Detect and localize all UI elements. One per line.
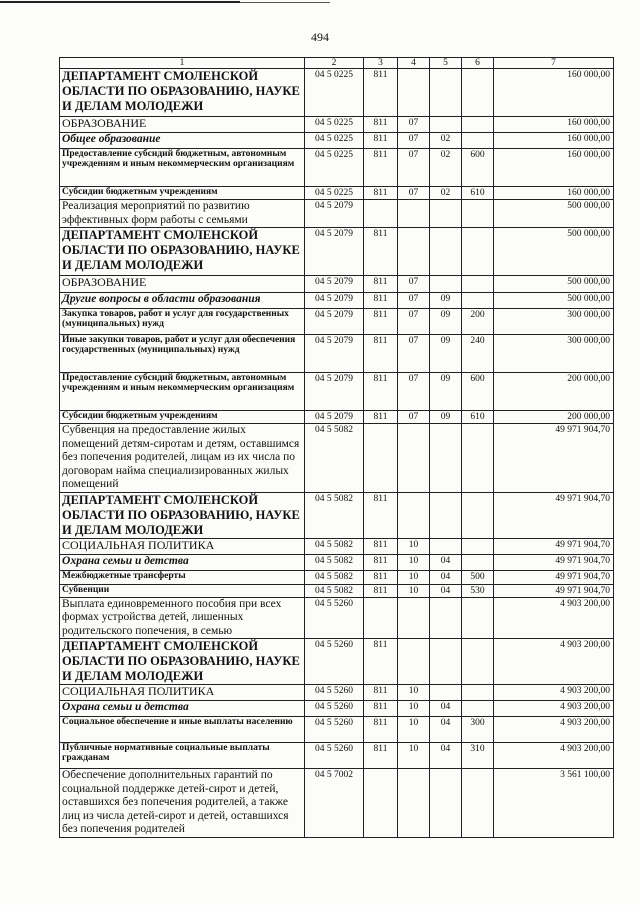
row-section-code: 10 <box>398 538 430 554</box>
expense-type-row <box>60 584 614 597</box>
row-code: 04 5 0225 <box>305 69 364 117</box>
row-amount: 3 561 100,00 <box>494 769 614 838</box>
section-row <box>60 685 614 701</box>
row-code: 04 5 2079 <box>305 293 364 309</box>
row-section-code <box>398 639 430 685</box>
row-expense-type-code <box>462 276 494 293</box>
row-code: 04 5 5082 <box>305 538 364 554</box>
row-expense-type-code: 310 <box>462 743 494 769</box>
row-admin-code: 811 <box>364 743 398 769</box>
row-name: Публичные нормативные социальные выплаты гражданам <box>60 743 305 769</box>
row-admin-code: 811 <box>364 538 398 554</box>
row-subsection-code: 09 <box>430 335 462 373</box>
row-code: 04 5 0225 <box>305 133 364 149</box>
column-header: 3 <box>364 58 398 69</box>
row-code: 04 5 2079 <box>305 200 364 228</box>
row-name: СОЦИАЛЬНАЯ ПОЛИТИКА <box>60 685 305 701</box>
row-subsection-code <box>430 228 462 276</box>
row-code: 04 5 5260 <box>305 639 364 685</box>
department-row <box>60 639 614 685</box>
row-subsection-code: 09 <box>430 309 462 335</box>
row-admin-code <box>364 200 398 228</box>
row-name: Общее образование <box>60 133 305 149</box>
row-subsection-code: 02 <box>430 149 462 187</box>
row-section-code: 07 <box>398 373 430 411</box>
row-expense-type-code <box>462 701 494 717</box>
row-subsection-code <box>430 597 462 639</box>
row-subsection-code: 04 <box>430 743 462 769</box>
row-admin-code: 811 <box>364 717 398 743</box>
row-code: 04 5 0225 <box>305 117 364 133</box>
row-name: Социальное обеспечение и иные выплаты населению <box>60 717 305 743</box>
column-header: 2 <box>305 58 364 69</box>
row-subsection-code: 04 <box>430 701 462 717</box>
row-name: ДЕПАРТАМЕНТ СМОЛЕНСКОЙ ОБЛАСТИ ПО ОБРАЗОВАНИЮ, НАУКЕ И ДЕЛАМ МОЛОДЕЖИ <box>60 492 305 538</box>
row-expense-type-code <box>462 769 494 838</box>
row-code: 04 5 2079 <box>305 373 364 411</box>
expense-type-row <box>60 187 614 200</box>
row-name: ДЕПАРТАМЕНТ СМОЛЕНСКОЙ ОБЛАСТИ ПО ОБРАЗОВАНИЮ, НАУКЕ И ДЕЛАМ МОЛОДЕЖИ <box>60 228 305 276</box>
row-expense-type-code <box>462 492 494 538</box>
row-name: Охрана семьи и детства <box>60 701 305 717</box>
column-header: 1 <box>60 58 305 69</box>
row-amount: 500 000,00 <box>494 276 614 293</box>
row-code: 04 5 5260 <box>305 701 364 717</box>
department-row <box>60 228 614 276</box>
row-section-code <box>398 424 430 493</box>
row-admin-code: 811 <box>364 293 398 309</box>
row-amount: 49 971 904,70 <box>494 584 614 597</box>
row-subsection-code: 04 <box>430 717 462 743</box>
row-section-code: 07 <box>398 276 430 293</box>
row-expense-type-code: 530 <box>462 584 494 597</box>
expense-type-row <box>60 717 614 743</box>
row-amount: 160 000,00 <box>494 149 614 187</box>
row-code: 04 5 0225 <box>305 149 364 187</box>
row-subsection-code: 04 <box>430 570 462 584</box>
row-code: 04 5 0225 <box>305 187 364 200</box>
row-code: 04 5 2079 <box>305 411 364 424</box>
row-subsection-code <box>430 769 462 838</box>
row-name: Иные закупки товаров, работ и услуг для обеспечения государственных (муниципальных) нужд <box>60 335 305 373</box>
row-section-code: 10 <box>398 554 430 570</box>
subsection-row <box>60 554 614 570</box>
row-section-code: 07 <box>398 133 430 149</box>
row-section-code <box>398 200 430 228</box>
program-row <box>60 200 614 228</box>
program-row <box>60 424 614 493</box>
row-code: 04 5 2079 <box>305 335 364 373</box>
row-amount: 4 903 200,00 <box>494 597 614 639</box>
row-admin-code: 811 <box>364 685 398 701</box>
row-admin-code: 811 <box>364 701 398 717</box>
row-expense-type-code <box>462 200 494 228</box>
expense-type-row <box>60 309 614 335</box>
section-row <box>60 117 614 133</box>
department-row <box>60 69 614 117</box>
row-section-code <box>398 228 430 276</box>
row-subsection-code: 09 <box>430 293 462 309</box>
row-subsection-code: 02 <box>430 187 462 200</box>
row-section-code: 07 <box>398 411 430 424</box>
row-admin-code: 811 <box>364 639 398 685</box>
row-subsection-code <box>430 276 462 293</box>
row-amount: 200 000,00 <box>494 373 614 411</box>
row-name: Закупка товаров, работ и услуг для государственных (муниципальных) нужд <box>60 309 305 335</box>
section-row <box>60 538 614 554</box>
row-admin-code: 811 <box>364 584 398 597</box>
expense-type-row <box>60 411 614 424</box>
row-subsection-code <box>430 200 462 228</box>
row-amount: 4 903 200,00 <box>494 701 614 717</box>
row-name: Охрана семьи и детства <box>60 554 305 570</box>
expense-type-row <box>60 335 614 373</box>
row-section-code: 10 <box>398 685 430 701</box>
row-admin-code: 811 <box>364 570 398 584</box>
row-subsection-code <box>430 69 462 117</box>
row-section-code: 10 <box>398 743 430 769</box>
row-section-code <box>398 597 430 639</box>
row-admin-code: 811 <box>364 187 398 200</box>
row-section-code: 10 <box>398 570 430 584</box>
row-amount: 160 000,00 <box>494 69 614 117</box>
row-amount: 49 971 904,70 <box>494 492 614 538</box>
row-code: 04 5 2079 <box>305 228 364 276</box>
row-code: 04 5 5260 <box>305 685 364 701</box>
row-section-code: 07 <box>398 187 430 200</box>
row-admin-code: 811 <box>364 69 398 117</box>
page-number: 494 <box>311 30 329 44</box>
row-name: ДЕПАРТАМЕНТ СМОЛЕНСКОЙ ОБЛАСТИ ПО ОБРАЗОВАНИЮ, НАУКЕ И ДЕЛАМ МОЛОДЕЖИ <box>60 639 305 685</box>
row-expense-type-code <box>462 117 494 133</box>
row-code: 04 5 5082 <box>305 554 364 570</box>
row-name: Предоставление субсидий бюджетным, автономным учреждениям и иным некоммерческим организациям <box>60 149 305 187</box>
row-subsection-code: 04 <box>430 584 462 597</box>
row-expense-type-code: 600 <box>462 149 494 187</box>
row-amount: 300 000,00 <box>494 335 614 373</box>
column-header-row <box>60 58 614 69</box>
row-code: 04 5 5082 <box>305 424 364 493</box>
row-admin-code: 811 <box>364 149 398 187</box>
section-row <box>60 276 614 293</box>
scan-edge-line <box>0 0 640 6</box>
row-expense-type-code <box>462 597 494 639</box>
row-subsection-code <box>430 424 462 493</box>
row-subsection-code: 02 <box>430 133 462 149</box>
row-subsection-code <box>430 685 462 701</box>
row-expense-type-code: 500 <box>462 570 494 584</box>
row-expense-type-code <box>462 685 494 701</box>
row-name: Межбюджетные трансферты <box>60 570 305 584</box>
row-code: 04 5 5082 <box>305 492 364 538</box>
row-admin-code: 811 <box>364 411 398 424</box>
row-expense-type-code: 600 <box>462 373 494 411</box>
expense-type-row <box>60 373 614 411</box>
row-amount: 49 971 904,70 <box>494 570 614 584</box>
row-amount: 4 903 200,00 <box>494 717 614 743</box>
row-expense-type-code <box>462 69 494 117</box>
row-expense-type-code <box>462 554 494 570</box>
row-code: 04 5 7002 <box>305 769 364 838</box>
row-expense-type-code <box>462 228 494 276</box>
row-expense-type-code <box>462 639 494 685</box>
row-amount: 500 000,00 <box>494 228 614 276</box>
row-code: 04 5 5082 <box>305 570 364 584</box>
row-name: Реализация мероприятий по развитию эффективных форм работы с семьями <box>60 200 305 228</box>
row-section-code: 07 <box>398 117 430 133</box>
row-name: Субсидии бюджетным учреждениям <box>60 411 305 424</box>
row-code: 04 5 5260 <box>305 717 364 743</box>
row-expense-type-code: 610 <box>462 411 494 424</box>
row-expense-type-code <box>462 293 494 309</box>
row-amount: 4 903 200,00 <box>494 685 614 701</box>
row-subsection-code <box>430 639 462 685</box>
program-row <box>60 769 614 838</box>
row-subsection-code <box>430 492 462 538</box>
row-section-code <box>398 69 430 117</box>
row-name: Субвенции <box>60 584 305 597</box>
row-section-code: 10 <box>398 701 430 717</box>
row-name: ОБРАЗОВАНИЕ <box>60 276 305 293</box>
row-expense-type-code <box>462 424 494 493</box>
column-header: 4 <box>398 58 430 69</box>
row-admin-code: 811 <box>364 117 398 133</box>
expense-type-row <box>60 149 614 187</box>
row-name: Предоставление субсидий бюджетным, автономным учреждениям и иным некоммерческим организациям <box>60 373 305 411</box>
column-header: 5 <box>430 58 462 69</box>
row-section-code: 07 <box>398 309 430 335</box>
row-name: Выплата единовременного пособия при всех формах устройства детей, лишенных родительского попечения, в семью <box>60 597 305 639</box>
row-admin-code: 811 <box>364 373 398 411</box>
row-expense-type-code <box>462 133 494 149</box>
program-row <box>60 597 614 639</box>
row-expense-type-code: 240 <box>462 335 494 373</box>
subsection-row <box>60 293 614 309</box>
row-name: Другие вопросы в области образования <box>60 293 305 309</box>
row-amount: 4 903 200,00 <box>494 743 614 769</box>
row-admin-code: 811 <box>364 554 398 570</box>
row-section-code: 07 <box>398 149 430 187</box>
row-subsection-code <box>430 117 462 133</box>
row-admin-code: 811 <box>364 335 398 373</box>
row-admin-code: 811 <box>364 133 398 149</box>
row-name: Субсидии бюджетным учреждениям <box>60 187 305 200</box>
row-section-code: 07 <box>398 293 430 309</box>
row-code: 04 5 2079 <box>305 309 364 335</box>
row-name: Субвенция на предоставление жилых помещений детям-сиротам и детям, оставшимся без попечения родителей, лицам из их числа по договорам найма специализированных жилых помещений <box>60 424 305 493</box>
row-amount: 160 000,00 <box>494 187 614 200</box>
row-amount: 4 903 200,00 <box>494 639 614 685</box>
row-expense-type-code: 300 <box>462 717 494 743</box>
expense-type-row <box>60 570 614 584</box>
row-expense-type-code <box>462 538 494 554</box>
row-name: ДЕПАРТАМЕНТ СМОЛЕНСКОЙ ОБЛАСТИ ПО ОБРАЗОВАНИЮ, НАУКЕ И ДЕЛАМ МОЛОДЕЖИ <box>60 69 305 117</box>
row-admin-code <box>364 597 398 639</box>
row-section-code <box>398 492 430 538</box>
row-name: ОБРАЗОВАНИЕ <box>60 117 305 133</box>
row-code: 04 5 5260 <box>305 743 364 769</box>
row-name: СОЦИАЛЬНАЯ ПОЛИТИКА <box>60 538 305 554</box>
row-amount: 49 971 904,70 <box>494 424 614 493</box>
row-name: Обеспечение дополнительных гарантий по социальной поддержке детей-сирот и детей, оставшихся без попечения родителей, а также лиц из числа детей-сирот и детей, оставшихся без попечения родителей <box>60 769 305 838</box>
row-expense-type-code: 200 <box>462 309 494 335</box>
row-admin-code: 811 <box>364 276 398 293</box>
row-subsection-code: 04 <box>430 554 462 570</box>
subsection-row <box>60 701 614 717</box>
row-section-code: 07 <box>398 335 430 373</box>
column-header: 7 <box>494 58 614 69</box>
row-admin-code: 811 <box>364 309 398 335</box>
column-header: 6 <box>462 58 494 69</box>
department-row <box>60 492 614 538</box>
row-amount: 200 000,00 <box>494 411 614 424</box>
row-expense-type-code: 610 <box>462 187 494 200</box>
expense-type-row <box>60 743 614 769</box>
row-amount: 300 000,00 <box>494 309 614 335</box>
row-amount: 500 000,00 <box>494 200 614 228</box>
row-amount: 49 971 904,70 <box>494 538 614 554</box>
row-section-code <box>398 769 430 838</box>
row-admin-code: 811 <box>364 492 398 538</box>
row-section-code: 10 <box>398 717 430 743</box>
row-section-code: 10 <box>398 584 430 597</box>
row-subsection-code: 09 <box>430 411 462 424</box>
row-amount: 160 000,00 <box>494 117 614 133</box>
row-admin-code <box>364 769 398 838</box>
row-amount: 49 971 904,70 <box>494 554 614 570</box>
row-code: 04 5 2079 <box>305 276 364 293</box>
row-subsection-code: 09 <box>430 373 462 411</box>
row-code: 04 5 5082 <box>305 584 364 597</box>
budget-table <box>59 57 614 838</box>
row-subsection-code <box>430 538 462 554</box>
subsection-row <box>60 133 614 149</box>
row-admin-code: 811 <box>364 228 398 276</box>
row-amount: 500 000,00 <box>494 293 614 309</box>
row-code: 04 5 5260 <box>305 597 364 639</box>
row-admin-code <box>364 424 398 493</box>
row-amount: 160 000,00 <box>494 133 614 149</box>
